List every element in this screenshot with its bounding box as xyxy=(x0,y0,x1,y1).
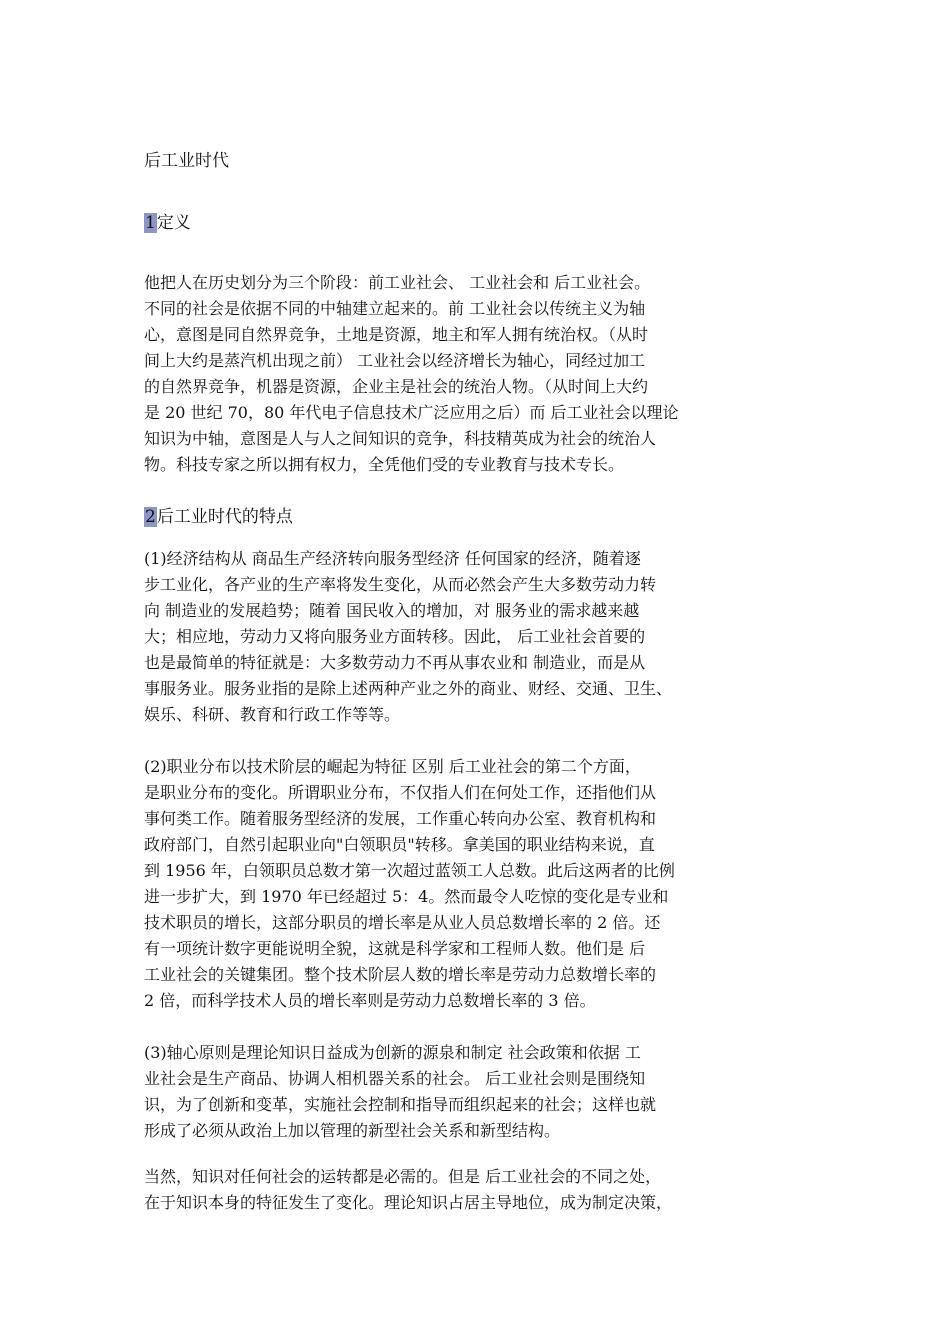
paragraph-feature-2 xyxy=(144,754,776,1014)
section-label: 后工业时代的特点 xyxy=(156,507,293,527)
text-line: 心，意图是同自然界竞争，土地是资源，地主和军人拥有统治权。（从时 xyxy=(144,325,649,344)
text-line: 识，为了创新和变革，实施社会控制和指导而组织起来的社会；这样也就 xyxy=(144,1095,657,1114)
text-line: 事服务业。服务业指的是除上述两种产业之外的商业、财经、交通、卫生、 xyxy=(144,679,673,698)
text-line: 进一步扩大，到 1970 年已经超过 5：4。然而最令人吃惊的变化是专业和 xyxy=(144,887,669,906)
text-line: (3)轴心原则是理论知识日益成为创新的源泉和制定 社会政策和依据 工 xyxy=(144,1043,641,1062)
text-line: 知识为中轴，意图是人与人之间知识的竞争，科技精英成为社会的统治人 xyxy=(144,429,657,448)
text-line: 的自然界竞争，机器是资源，企业主是社会的统治人物。（从时间上大约 xyxy=(144,377,649,396)
paragraph-definition xyxy=(144,270,776,478)
text-line: (2)职业分布以技术阶层的崛起为特征 区别 后工业社会的第二个方面， xyxy=(144,757,641,776)
section-number: 2 xyxy=(145,507,156,527)
text-line: 业社会是生产商品、协调人相机器关系的社会。 后工业社会则是围绕知 xyxy=(144,1069,646,1088)
text-line: 形成了必须从政治上加以管理的新型社会关系和新型结构。 xyxy=(144,1121,561,1140)
text-line: 技术职员的增长，这部分职员的增长率是从业人员总数增长率的 2 倍。还 xyxy=(144,913,661,932)
text-line: 物。科技专家之所以拥有权力，全凭他们受的专业教育与技术专长。 xyxy=(144,455,625,474)
section-number: 1 xyxy=(145,213,156,233)
text-line: 娱乐、科研、教育和行政工作等等。 xyxy=(144,705,401,724)
text-line: 是职业分布的变化。所谓职业分布，不仅指人们在何处工作，还指他们从 xyxy=(144,783,657,802)
text-line: 大；相应地，劳动力又将向服务业方面转移。因此， 后工业社会首要的 xyxy=(144,627,646,646)
text-line: 他把人在历史划分为三个阶段：前工业社会、 工业社会和 后工业社会。 xyxy=(144,273,651,292)
text-line: 步工业化，各产业的生产率将发生变化，从而必然会产生大多数劳动力转 xyxy=(144,575,657,594)
text-line: 政府部门，自然引起职业向"白领职员"转移。拿美国的职业结构来说，直 xyxy=(144,835,655,854)
text-line: 有一项统计数字更能说明全貌，这就是科学家和工程师人数。他们是 后 xyxy=(144,939,646,958)
text-line: 事何类工作。随着服务型经济的发展，工作重心转向办公室、教育机构和 xyxy=(144,809,657,828)
paragraph-feature-1 xyxy=(144,546,776,728)
paragraph-feature-3 xyxy=(144,1040,776,1144)
text-line: 间上大约是蒸汽机出现之前） 工业社会以经济增长为轴心，同经过加工 xyxy=(144,351,646,370)
document-title: 后工业时代 xyxy=(144,151,229,171)
section-heading-definition xyxy=(144,210,191,236)
text-line: 在于知识本身的特征发生了变化。理论知识占居主导地位，成为制定决策， xyxy=(144,1193,673,1212)
text-line: 不同的社会是依据不同的中轴建立起来的。前 工业社会以传统主义为轴 xyxy=(144,299,646,318)
text-line: 工业社会的关键集团。整个技术阶层人数的增长率是劳动力总数增长率的 xyxy=(144,965,657,984)
text-line: 也是最简单的特征就是：大多数劳动力不再从事农业和 制造业，而是从 xyxy=(144,653,646,672)
section-heading-features xyxy=(144,504,293,530)
text-line: 到 1956 年，白领职员总数才第一次超过蓝领工人总数。此后这两者的比例 xyxy=(144,861,675,880)
text-line: (1)经济结构从 商品生产经济转向服务型经济 任何国家的经济，随着逐 xyxy=(144,549,641,568)
paragraph-knowledge xyxy=(144,1164,776,1216)
text-line: 是 20 世纪 70，80 年代电子信息技术广泛应用之后）而 后工业社会以理论 xyxy=(144,403,679,422)
text-line: 2 倍，而科学技术人员的增长率则是劳动力总数增长率的 3 倍。 xyxy=(144,991,596,1010)
text-line: 向 制造业的发展趋势；随着 国民收入的增加，对 服务业的需求越来越 xyxy=(144,601,640,620)
text-line: 当然，知识对任何社会的运转都是必需的。但是 后工业社会的不同之处， xyxy=(144,1167,662,1186)
section-label: 定义 xyxy=(156,213,191,233)
